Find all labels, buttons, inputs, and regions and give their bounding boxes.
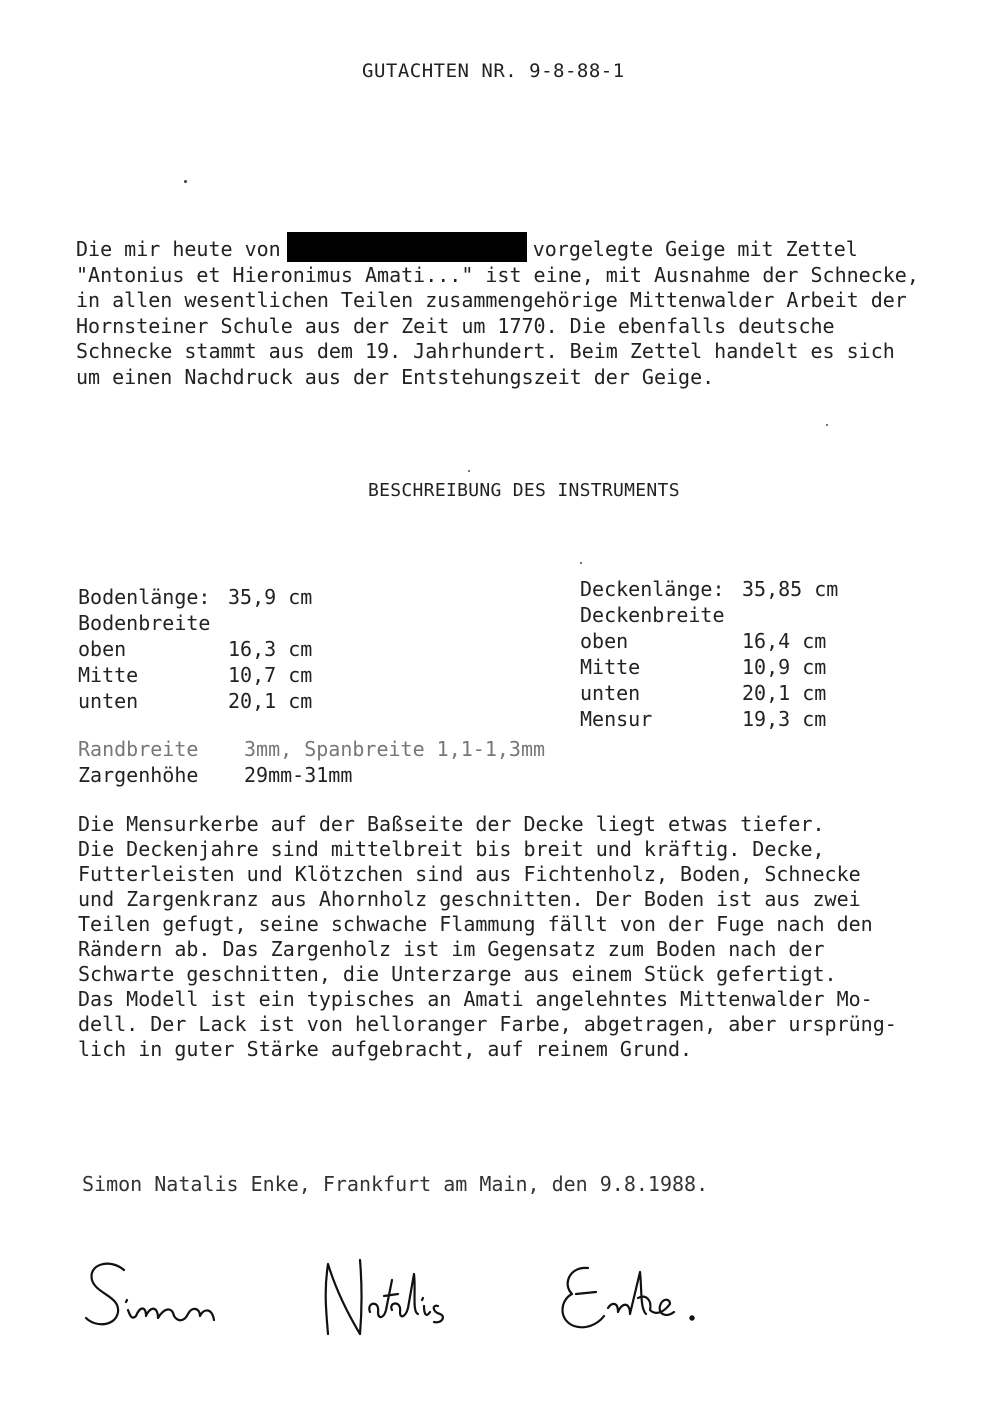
measurement-value: 19,3 cm <box>742 707 827 731</box>
measurement-row <box>78 662 312 688</box>
intro-line-1-end: vorgelegte Geige mit Zettel <box>532 237 858 261</box>
stray-dot <box>184 180 187 183</box>
measurement-row <box>78 762 545 788</box>
measurement-label: unten <box>78 689 139 713</box>
rib-measurements <box>78 736 545 788</box>
measurement-label: Deckenbreite <box>580 603 725 627</box>
measurement-label: Mitte <box>78 663 139 687</box>
measurement-row <box>580 628 838 654</box>
top-measurements <box>580 576 838 732</box>
measurement-value: 3mm, Spanbreite 1,1-1,3mm <box>244 737 546 761</box>
intro-line: Schnecke stammt aus dem 19. Jahrhundert. Beim Zettel handelt es sich <box>76 339 895 363</box>
description-line: lich in guter Stärke aufgebracht, auf reinem Grund. <box>78 1037 693 1061</box>
measurement-row <box>580 602 838 628</box>
stray-dot <box>468 470 470 472</box>
measurement-row <box>78 584 312 610</box>
measurement-label: oben <box>78 637 127 661</box>
back-measurements <box>78 584 312 714</box>
measurement-value: 20,1 cm <box>742 681 827 705</box>
intro-line-1-start: Die mir heute von <box>76 237 281 261</box>
measurement-label: unten <box>580 681 641 705</box>
description-line: Futterleisten und Klötzchen sind aus Fichtenholz, Boden, Schnecke <box>78 862 861 886</box>
measurement-value: 10,9 cm <box>742 655 827 679</box>
section-heading: BESCHREIBUNG DES INSTRUMENTS <box>368 480 680 501</box>
document-title: GUTACHTEN NR. 9-8-88-1 <box>362 60 625 82</box>
measurement-label: Mensur <box>580 707 653 731</box>
description-line: Die Deckenjahre sind mittelbreit bis breit und kräftig. Decke, <box>78 837 825 861</box>
stray-dot <box>826 424 828 426</box>
measurement-row <box>580 576 838 602</box>
measurement-row <box>580 706 838 732</box>
handwritten-signature <box>80 1250 720 1350</box>
description-paragraph <box>78 812 958 1062</box>
intro-line: um einen Nachdruck aus der Entstehungszeit der Geige. <box>76 364 715 389</box>
measurement-label: Bodenbreite <box>78 611 211 635</box>
measurement-value: 16,4 cm <box>742 629 827 653</box>
description-line: Teilen gefugt, seine schwache Flammung fällt von der Fuge nach den <box>78 912 873 936</box>
description-line: Rändern ab. Das Zargenholz ist im Gegensatz zum Boden nach der <box>78 937 825 961</box>
signoff-line: Simon Natalis Enke, Frankfurt am Main, den 9.8.1988. <box>82 1172 709 1196</box>
measurement-label: Randbreite <box>78 737 199 761</box>
measurement-row <box>78 610 312 636</box>
stray-dot <box>580 562 582 564</box>
measurement-label: Deckenlänge: <box>580 577 725 601</box>
measurement-row <box>78 636 312 662</box>
description-line: und Zargenkranz aus Ahornholz geschnitten. Der Boden ist aus zwei <box>78 887 861 911</box>
measurement-row <box>78 688 312 714</box>
measurement-value: 16,3 cm <box>228 637 313 661</box>
measurement-value: 20,1 cm <box>228 689 313 713</box>
intro-line: "Antonius et Hieronimus Amati..." ist eine, mit Ausnahme der Schnecke, <box>76 262 919 287</box>
redaction-block <box>287 232 527 262</box>
description-line: Schwarte geschnitten, die Unterzarge aus einem Stück gefertigt. <box>78 962 837 986</box>
measurement-value: 10,7 cm <box>228 663 313 687</box>
intro-paragraph <box>76 232 956 390</box>
measurement-label: oben <box>580 629 629 653</box>
description-line: Das Modell ist ein typisches an Amati angelehntes Mittenwalder Mo- <box>78 987 873 1011</box>
measurement-row <box>580 680 838 706</box>
measurement-row <box>580 654 838 680</box>
intro-line: in allen wesentlichen Teilen zusammengehörige Mittenwalder Arbeit der <box>76 288 907 312</box>
intro-line: Hornsteiner Schule aus der Zeit um 1770. Die ebenfalls deutsche <box>76 313 835 338</box>
measurement-label: Zargenhöhe <box>78 763 199 787</box>
description-line: Die Mensurkerbe auf der Baßseite der Decke liegt etwas tiefer. <box>78 812 825 836</box>
measurement-value: 29mm-31mm <box>244 763 353 787</box>
measurement-label: Mitte <box>580 655 641 679</box>
description-line: dell. Der Lack ist von helloranger Farbe, abgetragen, aber ursprüng- <box>78 1012 897 1036</box>
measurement-value: 35,85 cm <box>742 577 839 601</box>
intro-line-1 <box>76 232 956 263</box>
measurement-value: 35,9 cm <box>228 585 313 609</box>
measurement-row <box>78 736 545 762</box>
measurement-label: Bodenlänge: <box>78 585 211 609</box>
